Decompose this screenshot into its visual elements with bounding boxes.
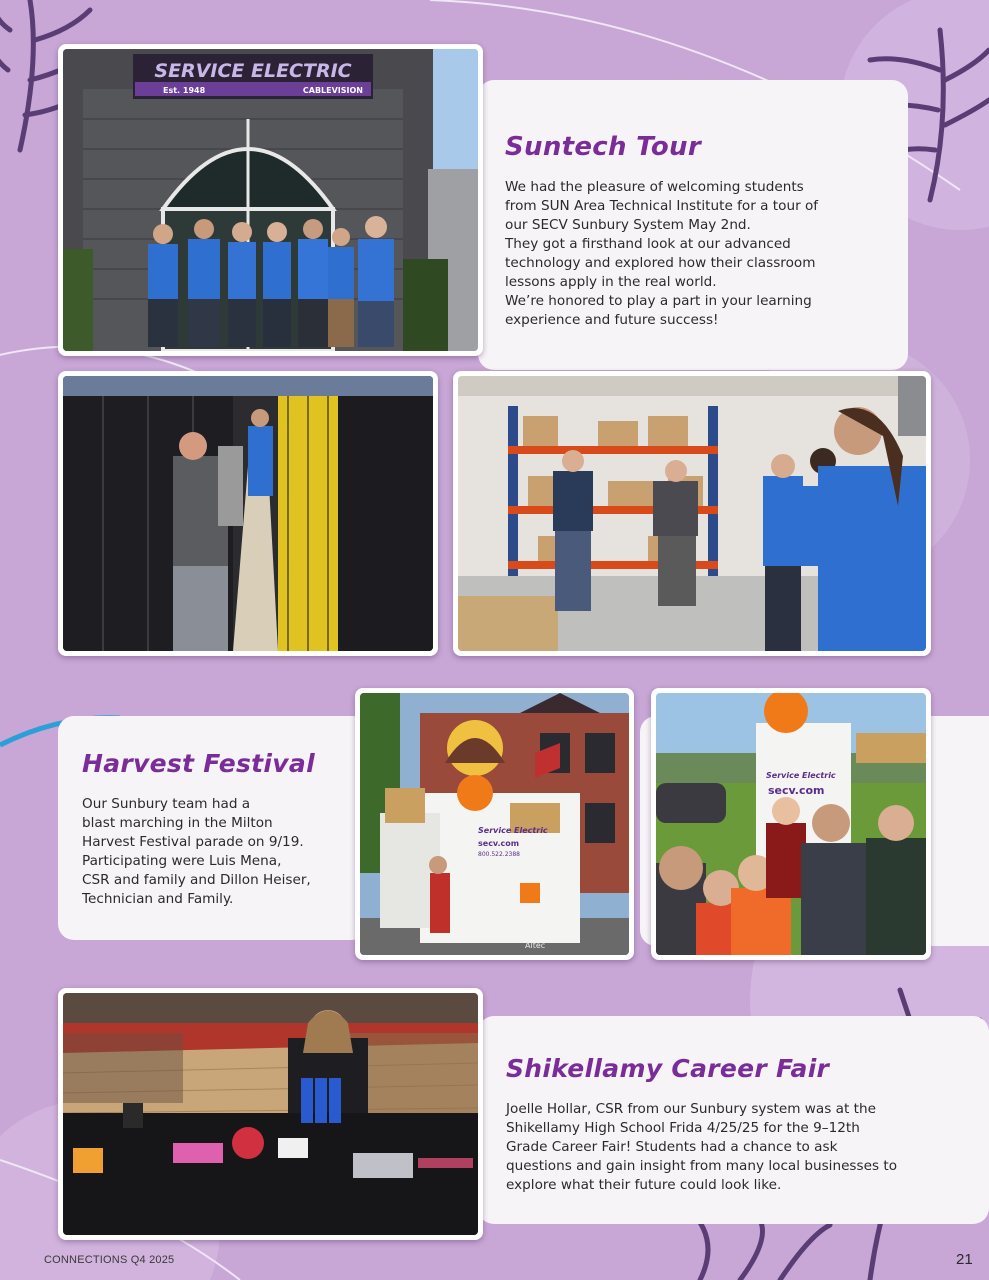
family-web-text: secv.com: [768, 784, 825, 797]
harvest-body: [82, 795, 352, 909]
harvest-line: Our Sunbury team had a: [82, 796, 251, 812]
suntech-body: [505, 178, 885, 330]
suntech-line: We’re honored to play a part in your learning: [505, 293, 812, 309]
career-fair-photo: [58, 988, 483, 1240]
harvest-line: blast marching in the Milton: [82, 815, 273, 831]
suntech-line: technology and explored how their classroom: [505, 255, 816, 271]
career-line: Shikellamy High School Frida 4/25/25 for the 9–12th: [506, 1120, 860, 1136]
suntech-line: our SECV Sunbury System May 2nd.: [505, 217, 751, 233]
career-body: [506, 1100, 976, 1195]
parade-truck-photo: [355, 688, 634, 960]
family-brand-text: Service Electric: [766, 771, 836, 780]
harvest-line: CSR and family and Dillon Heiser,: [82, 872, 311, 888]
suntech-line: We had the pleasure of welcoming students: [505, 179, 804, 195]
family-photo: [651, 688, 931, 960]
suntech-title: Suntech Tour: [505, 132, 701, 162]
career-line: questions and gain insight from many local businesses to: [506, 1158, 898, 1174]
storefront-photo: [58, 44, 483, 356]
career-title: Shikellamy Career Fair: [506, 1054, 830, 1083]
publication-name: CONNECTIONS Q4 2025: [44, 1254, 175, 1266]
career-line: Grade Career Fair! Students had a chance to ask: [506, 1139, 838, 1155]
truck-make-text: Altec: [525, 941, 546, 950]
storefront-sign-est: Est. 1948: [163, 86, 206, 95]
page-number: 21: [956, 1251, 973, 1268]
career-line: Joelle Hollar, CSR from our Sunbury system was at the: [506, 1101, 876, 1117]
storefront-sign-text: SERVICE ELECTRIC: [154, 60, 352, 82]
suntech-line: They got a firsthand look at our advanced: [505, 236, 791, 252]
harvest-line: Participating were Luis Mena,: [82, 853, 282, 869]
truck-brand-text: Service Electric: [478, 826, 548, 835]
suntech-line: from SUN Area Technical Institute for a tour of: [505, 198, 819, 214]
harvest-line: Technician and Family.: [82, 891, 234, 907]
truck-web-text: secv.com: [478, 839, 520, 848]
career-line: explore what their future could look like.: [506, 1177, 782, 1193]
server-room-photo: [58, 371, 438, 656]
suntech-line: experience and future success!: [505, 312, 719, 328]
suntech-line: lessons apply in the real world.: [505, 274, 717, 290]
harvest-title: Harvest Festival: [82, 749, 315, 778]
harvest-line: Harvest Festival parade on 9/19.: [82, 834, 304, 850]
warehouse-photo: [453, 371, 931, 656]
truck-phone-text: 800.522.2388: [478, 851, 520, 858]
storefront-sign-sub: CABLEVISION: [302, 86, 363, 95]
